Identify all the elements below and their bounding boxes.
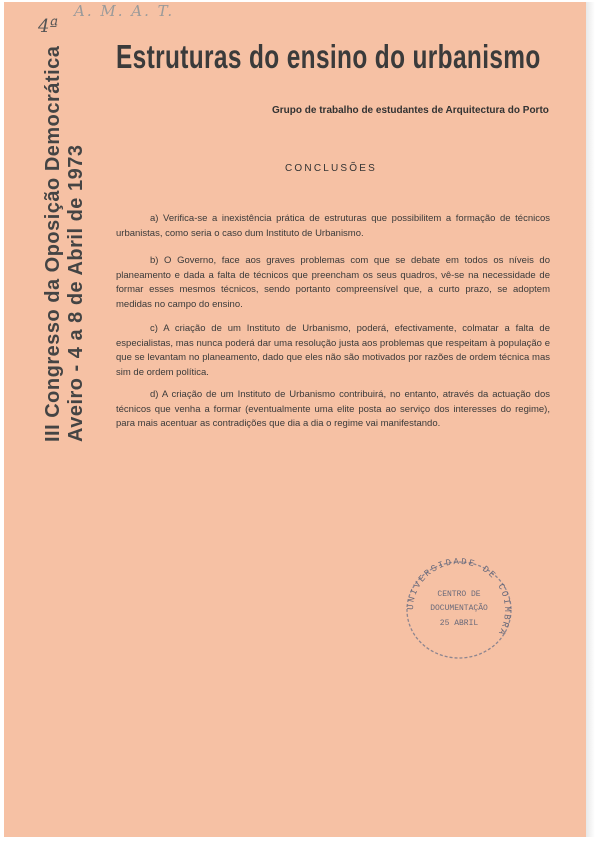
paragraph-d: d) A criação de um Instituto de Urbanismo contribuirá, no entanto, através da actuação dos técnicos que venha a formar (eventualmente uma elite posta ao serviço dos interesses do regime), para mais acentuar as contradições que dia a dia o regime vai manifestando. [116,389,550,429]
paragraph-b: b) O Governo, face aos graves problemas com que se debate em todos os níveis do planeamento e dada a falta de técnicos que preencham os seus quadros, vê-se na necessidade de formar esses mesmos técnicos, sendo portanto compreensível que, a curto prazo, se adoptem medidas no campo do ensino. [116,255,550,310]
scan-margin [586,2,595,837]
paragraph-c: c) A criação de um Instituto de Urbanismo, poderá, efectivamente, colmatar a falta de especialistas, mas nunca poderá dar uma resolução justa aos problemas que respeitam à população e que se levantam no planeamento, dado que eles não são motivados por razões de ordem técnica mas sim de ordem política. [116,323,550,378]
document-page [4,2,586,837]
document-subtitle: Grupo de trabalho de estudantes de Arquitectura do Porto [272,105,549,116]
library-stamp [399,558,519,662]
handwritten-page-number: 4ª [38,16,59,37]
stamp-line-3: 25 ABRIL [439,619,479,628]
stamp-line-1: CENTRO DE [437,590,481,599]
congress-place-date: Aveiro - 4 a 8 de Abril de 1973 [65,144,87,442]
stamp-ring-text: UNIVERSIDADE DE COIMBRA [405,558,513,639]
paragraph-a: a) Verifica-se a inexistência prática de estruturas que possibilitem a formação de técnicos urbanistas, como seria o caso dum Instituto de Urbanismo. [116,213,550,239]
congress-sidebar [42,45,88,442]
section-heading: CONCLUSÕES [285,163,378,174]
handwritten-initials: A. M. A. T. [74,2,175,20]
congress-name: III Congresso da Oposição Democrática [42,45,64,442]
document-title: Estruturas do ensino do urbanismo [116,38,541,75]
stamp-line-2: DOCUMENTAÇÃO [430,604,488,613]
